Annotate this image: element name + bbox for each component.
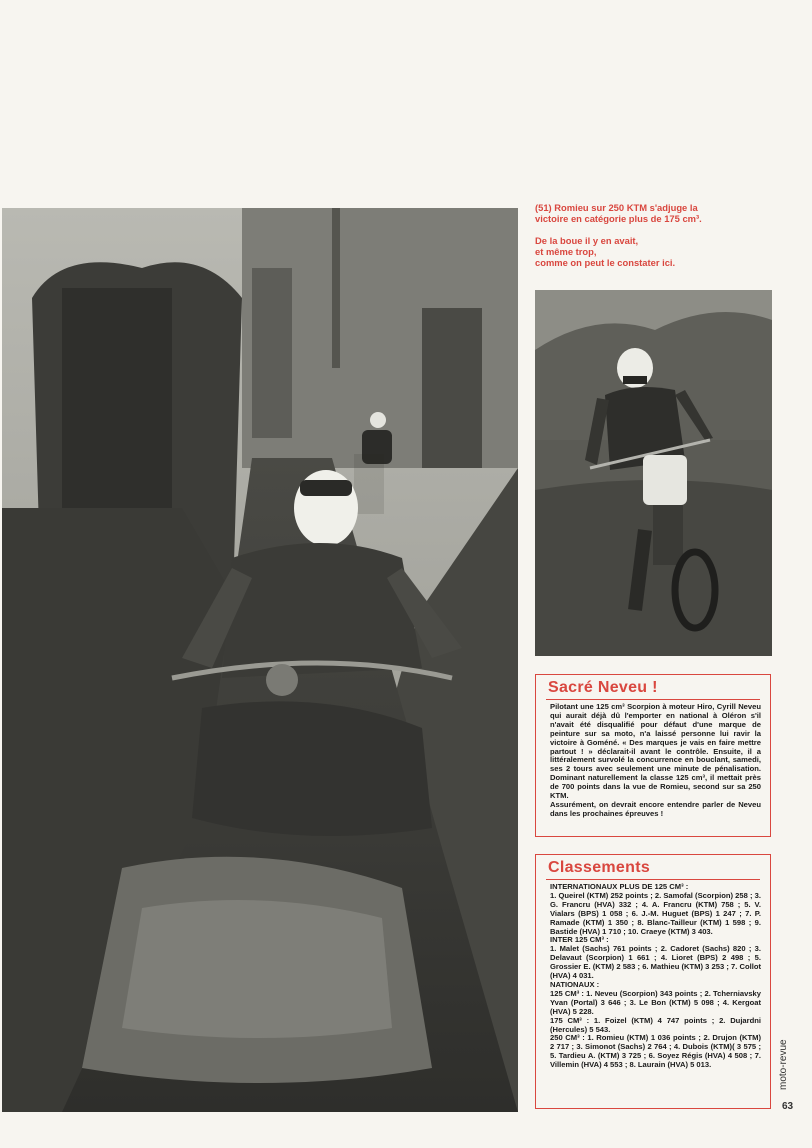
- magazine-name: moto-revue: [778, 1039, 789, 1090]
- magazine-label: [778, 1030, 798, 1100]
- sacre-neveu-rule: [546, 699, 760, 700]
- main-photo: [2, 208, 518, 1112]
- nat250-results: 250 CM³ : 1. Romieu (KTM) 1 036 points ; 2. Drujon (KTM) 2 717 ; 3. Simonot (Sachs) 2 764 ; 4. Dubois (KTM)( 3 575 ; 5. Tardieu A. (KTM) 3 725 ; 6. Soyez Régis (HVA) 4 508 ; 7. Villemin (HVA) 4 553 ; 8. Laurain (HVA) 5 013.: [550, 1033, 761, 1070]
- sacre-neveu-title: Sacré Neveu !: [548, 679, 658, 696]
- caption-line-2: victoire en catégorie plus de 175 cm³.: [535, 213, 702, 224]
- nationaux-heading: NATIONAUX :: [550, 979, 600, 989]
- int-plus-heading: INTERNATIONAUX PLUS DE 125 CM³ :: [550, 882, 689, 891]
- nat125-results: 125 CM³ : 1. Neveu (Scorpion) 343 points ; 2. Tcherniavsky Yvan (Portal) 3 646 ; 3. Le Bon (KTM) 5 098 ; 4. Kergoat (HVA) 5 228.: [550, 988, 761, 1016]
- classements-body: [536, 883, 770, 1070]
- page-number: 63: [782, 1101, 794, 1112]
- sacre-neveu-box: [535, 674, 771, 837]
- caption-line-5: comme on peut le constater ici.: [535, 257, 676, 268]
- inter125-results: 1. Malet (Sachs) 761 points ; 2. Cadoret (Sachs) 820 ; 3. Delavaut (Scorpion) 1 661 ; 4. Lioret (BPS) 2 498 ; 5. Grossier E. (KTM) 2 583 ; 6. Mathieu (KTM) 3 253 ; 7. Collot (HVA) 4 031.: [550, 944, 761, 981]
- nat175-results: 175 CM³ : 1. Foizel (KTM) 4 747 points ; 2. Dujardni (Hercules) 5 543.: [550, 1015, 761, 1034]
- caption-line-3: De la boue il y en avait,: [535, 235, 639, 246]
- caption-line-4: et même trop,: [535, 246, 597, 257]
- side-photo: [535, 290, 772, 656]
- photo-caption: [535, 202, 775, 268]
- sacre-neveu-paragraph-1: Pilotant une 125 cm³ Scorpion à moteur Hiro, Cyrill Neveu qui aurait déjà dû l'emporter en national à Oléron s'il n'avait été disqualifié pour défaut d'une marque de peinture sur sa moto, n'a laissé personne lui ravir la victoire à Goméné. « Des marques je vais en faire mettre partout ! » déclarait-il avant le contrôle. Ensuite, il a littéralement survolé la concurrence en bouclant, samedi, ses 2 tours avec seulement une minute de pénalisation. Dominant naturellement la classe 125 cm³, il mettait près de 700 points dans la vue de Romieu, second sur sa 250 KTM.: [550, 702, 761, 801]
- side-photo-image: [535, 290, 772, 656]
- int-plus-results: 1. Queirel (KTM) 252 points ; 2. Samofal (Scorpion) 258 ; 3. G. Francru (HVA) 332 ; 4. A. Francru (KTM) 758 ; 5. V. Vialars (BPS) 1 058 ; 6. J.-M. Huguet (BPS) 1 247 ; 7. P. Ramade (KTM) 1 350 ; 8. Blanc-Tailleur (KTM) 1 598 ; 9. Bastide (HVA) 1 710 ; 10. Craeye (KTM) 3 403.: [550, 890, 761, 936]
- inter125-heading: INTER 125 CM³ :: [550, 935, 609, 945]
- classements-rule: [546, 879, 760, 880]
- sacre-neveu-body: [536, 703, 770, 819]
- main-photo-image: [2, 208, 518, 1112]
- classements-box: [535, 854, 771, 1109]
- caption-line-1: (51) Romieu sur 250 KTM s'adjuge la: [535, 202, 698, 213]
- classements-title: Classements: [548, 859, 651, 876]
- sacre-neveu-paragraph-2: Assurément, on devrait encore entendre parler de Neveu dans les prochaines épreuves !: [550, 799, 761, 818]
